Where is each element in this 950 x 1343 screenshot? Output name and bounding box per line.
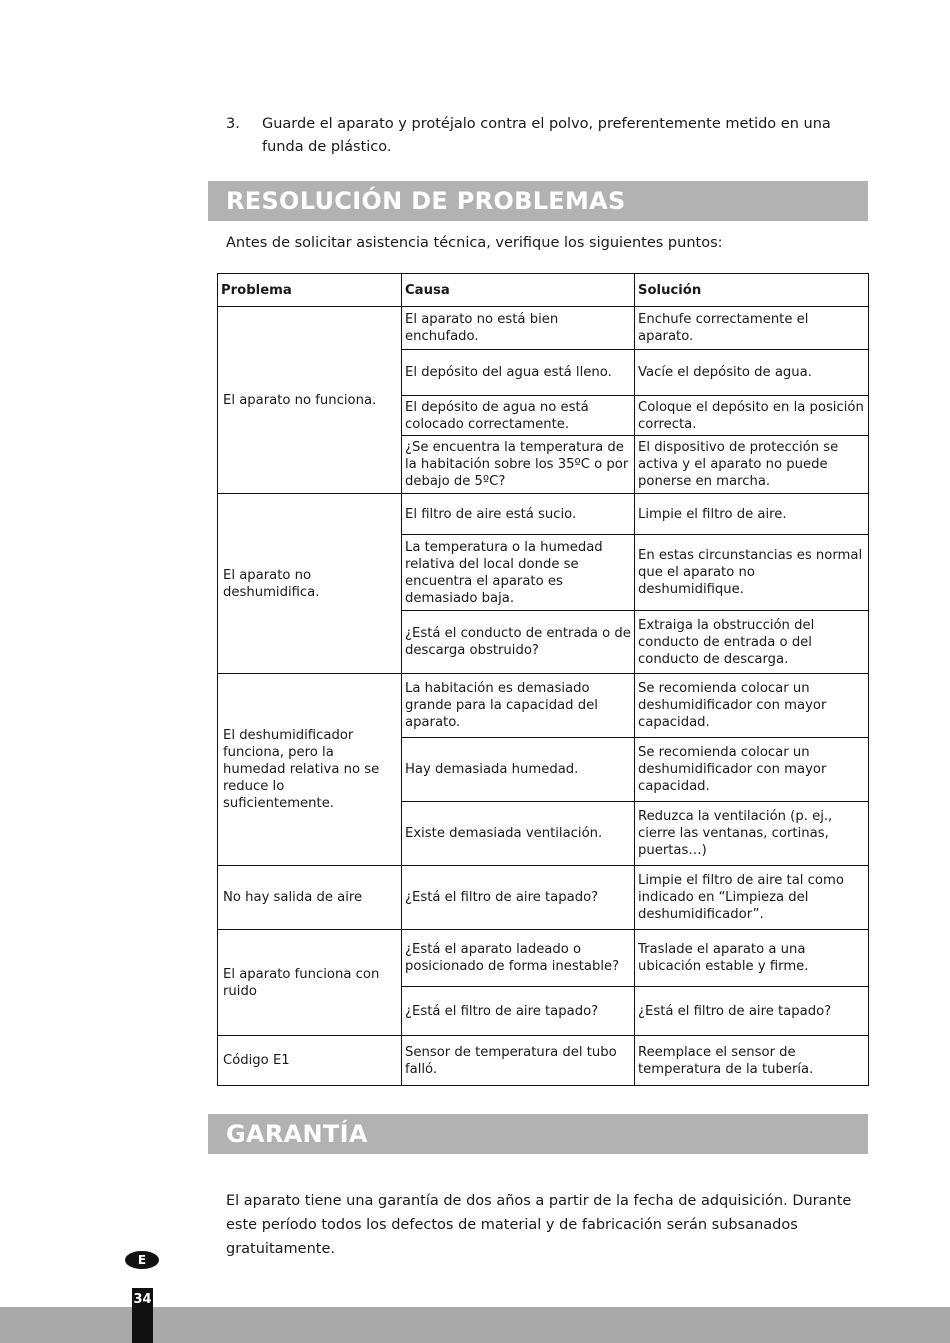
solution-cell: En estas circunstancias es normal que el aparato no deshumidifique. [635, 535, 869, 611]
table-row [218, 307, 869, 350]
solution-cell: ¿Está el filtro de aire tapado? [635, 987, 869, 1036]
solution-cell: Enchufe correctamente el aparato. [635, 307, 869, 350]
troubleshooting-header [208, 181, 868, 221]
problem-cell: El aparato no deshumidifica. [218, 494, 402, 674]
cause-cell: ¿Está el aparato ladeado o posicionado de forma inestable? [402, 930, 635, 987]
cause-cell: ¿Se encuentra la temperatura de la habitación sobre los 35ºC o por debajo de 5ºC? [402, 436, 635, 494]
problem-cell: Código E1 [218, 1036, 402, 1086]
instruction-step-3 [226, 113, 870, 159]
solution-cell: Se recomienda colocar un deshumidificador con mayor capacidad. [635, 674, 869, 738]
table-row [218, 866, 869, 930]
cause-cell: La temperatura o la humedad relativa del local donde se encuentra el aparato es demasiado baja. [402, 535, 635, 611]
header-problem: Problema [218, 274, 402, 307]
problem-cell: El aparato no funciona. [218, 307, 402, 494]
cause-cell: Sensor de temperatura del tubo falló. [402, 1036, 635, 1086]
solution-cell: Traslade el aparato a una ubicación estable y firme. [635, 930, 869, 987]
page-number: 34 [133, 1292, 152, 1307]
warranty-title: GARANTÍA [226, 1120, 368, 1148]
table-row [218, 930, 869, 987]
cause-cell: ¿Está el filtro de aire tapado? [402, 866, 635, 930]
step-text: Guarde el aparato y protéjalo contra el polvo, preferentemente metido en una funda de plástico. [262, 116, 831, 155]
page-number-tab [132, 1288, 153, 1343]
troubleshooting-intro: Antes de solicitar asistencia técnica, verifique los siguientes puntos: [226, 235, 723, 251]
table-header-row [218, 274, 869, 307]
problem-cell: El aparato funciona con ruido [218, 930, 402, 1036]
cause-cell: El filtro de aire está sucio. [402, 494, 635, 535]
table-row [218, 494, 869, 535]
solution-cell: Limpie el filtro de aire. [635, 494, 869, 535]
header-cause: Causa [402, 274, 635, 307]
warranty-header [208, 1114, 868, 1154]
cause-cell: ¿Está el filtro de aire tapado? [402, 987, 635, 1036]
header-solution: Solución [635, 274, 869, 307]
cause-cell: Hay demasiada humedad. [402, 738, 635, 802]
cause-cell: El depósito del agua está lleno. [402, 350, 635, 396]
solution-cell: Limpie el filtro de aire tal como indicado en “Limpieza del deshumidificador”. [635, 866, 869, 930]
solution-cell: Se recomienda colocar un deshumidificador con mayor capacidad. [635, 738, 869, 802]
solution-cell: El dispositivo de protección se activa y el aparato no puede ponerse en marcha. [635, 436, 869, 494]
cause-cell: El depósito de agua no está colocado correctamente. [402, 396, 635, 436]
solution-cell: Vacíe el depósito de agua. [635, 350, 869, 396]
problem-cell: El deshumidificador funciona, pero la humedad relativa no se reduce lo suficientemente. [218, 674, 402, 866]
solution-cell: Extraiga la obstrucción del conducto de entrada o del conducto de descarga. [635, 611, 869, 674]
step-number: 3. [226, 116, 240, 132]
cause-cell: Existe demasiada ventilación. [402, 802, 635, 866]
troubleshooting-title: RESOLUCIÓN DE PROBLEMAS [226, 187, 626, 215]
cause-cell: El aparato no está bien enchufado. [402, 307, 635, 350]
troubleshooting-table [217, 273, 869, 1086]
problem-cell: No hay salida de aire [218, 866, 402, 930]
solution-cell: Coloque el depósito en la posición correcta. [635, 396, 869, 436]
table-row [218, 1036, 869, 1086]
solution-cell: Reemplace el sensor de temperatura de la tubería. [635, 1036, 869, 1086]
warranty-text: El aparato tiene una garantía de dos años a partir de la fecha de adquisición. Durante este período todos los defectos de material y de fabricación serán subsanados gratuitamente. [226, 1193, 852, 1257]
solution-cell: Reduzca la ventilación (p. ej., cierre las ventanas, cortinas, puertas…) [635, 802, 869, 866]
language-badge: E [125, 1251, 159, 1269]
cause-cell: La habitación es demasiado grande para la capacidad del aparato. [402, 674, 635, 738]
table-row [218, 674, 869, 738]
cause-cell: ¿Está el conducto de entrada o de descarga obstruido? [402, 611, 635, 674]
